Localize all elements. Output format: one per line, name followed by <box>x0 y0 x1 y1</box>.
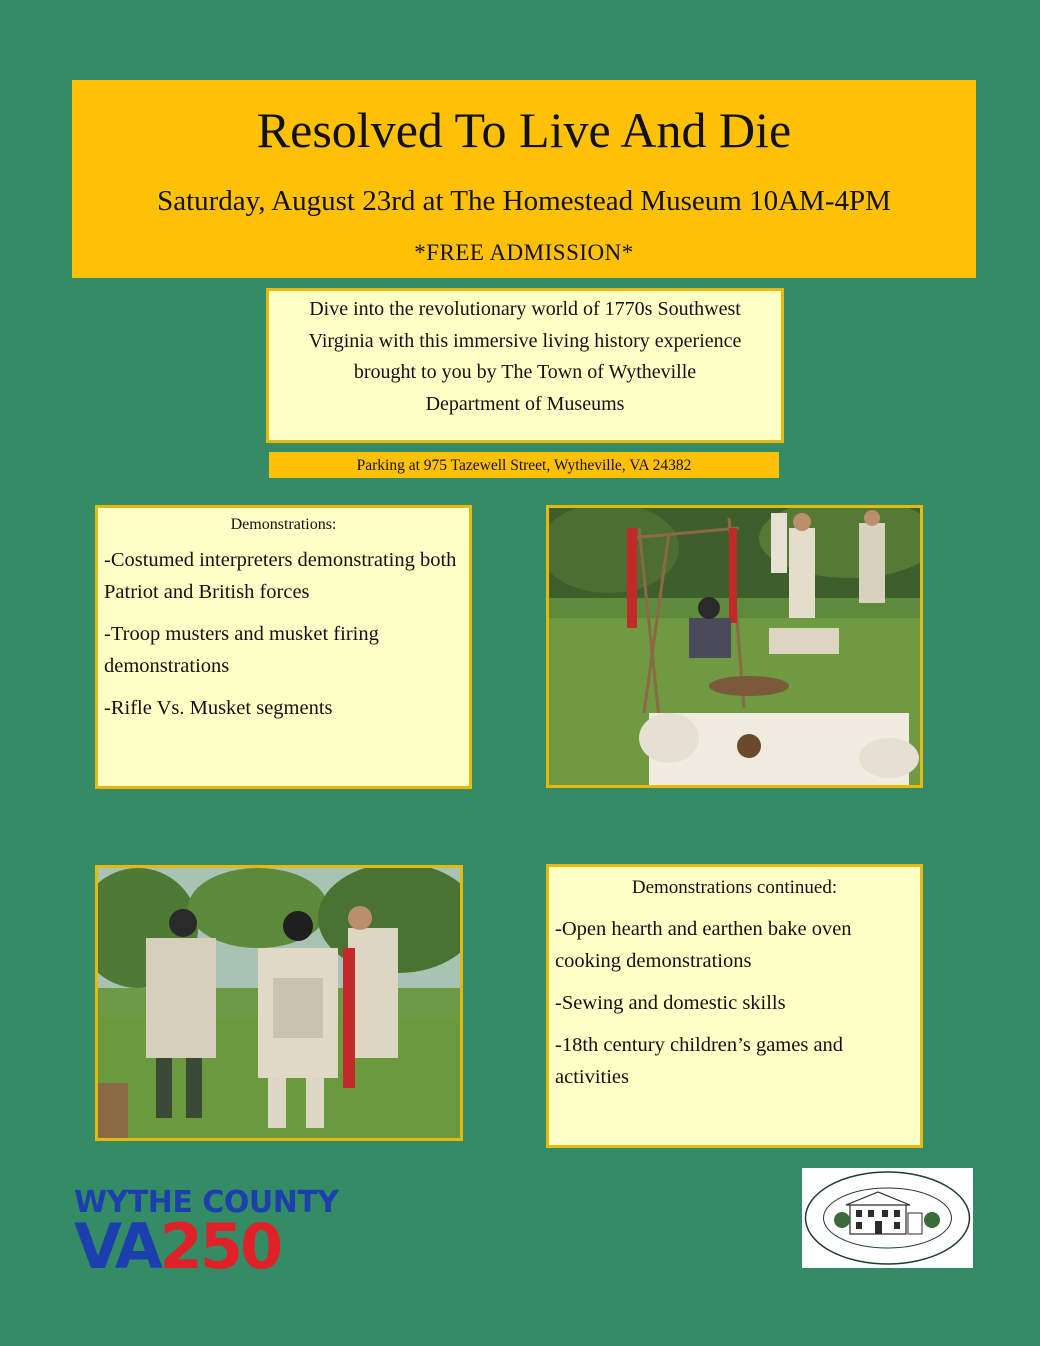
intro-line: brought to you by The Town of Wytheville <box>353 361 697 383</box>
logo-250: 250 <box>159 1210 281 1283</box>
town-museums-seal-logo <box>802 1168 973 1268</box>
soldiers-photo <box>95 865 463 1141</box>
demonstrations-heading: Demonstrations: <box>230 516 337 533</box>
parking-info: Parking at 975 Tazewell Street, Wytheville, VA 24382 <box>269 452 779 478</box>
demonstration-item: -Costumed interpreters demonstrating both Patriot and British forces <box>104 549 457 603</box>
wythe-county-va250-logo <box>74 1185 340 1284</box>
intro-box <box>266 288 784 443</box>
logo-county-name: WYTHE COUNTY <box>74 1185 339 1220</box>
camp-photo <box>546 505 923 788</box>
demonstrations-box <box>95 505 472 789</box>
title-banner <box>72 80 976 278</box>
event-date-location: Saturday, August 23rd at The Homestead Museum 10AM-4PM <box>157 185 891 217</box>
demonstration-item: -Rifle Vs. Musket segments <box>104 697 333 719</box>
intro-line: Virginia with this immersive living history experience <box>308 329 742 352</box>
admission-note: *FREE ADMISSION* <box>414 240 634 265</box>
demonstration-item: -Open hearth and earthen bake oven cooking demonstrations <box>555 918 852 972</box>
intro-line: Dive into the revolutionary world of 1770s Southwest <box>309 298 741 320</box>
demonstrations-continued-box <box>546 864 923 1148</box>
event-title: Resolved To Live And Die <box>256 102 792 158</box>
demonstrations-continued-heading: Demonstrations continued: <box>631 877 838 898</box>
demonstration-item: -18th century children’s games and activities <box>555 1034 844 1088</box>
logo-va250 <box>74 1210 340 1283</box>
demonstration-item: -Troop musters and musket firing demonstrations <box>104 623 379 677</box>
intro-line: Department of Museums <box>425 392 625 415</box>
logo-va: VA <box>74 1210 160 1283</box>
demonstration-item: -Sewing and domestic skills <box>555 992 786 1014</box>
